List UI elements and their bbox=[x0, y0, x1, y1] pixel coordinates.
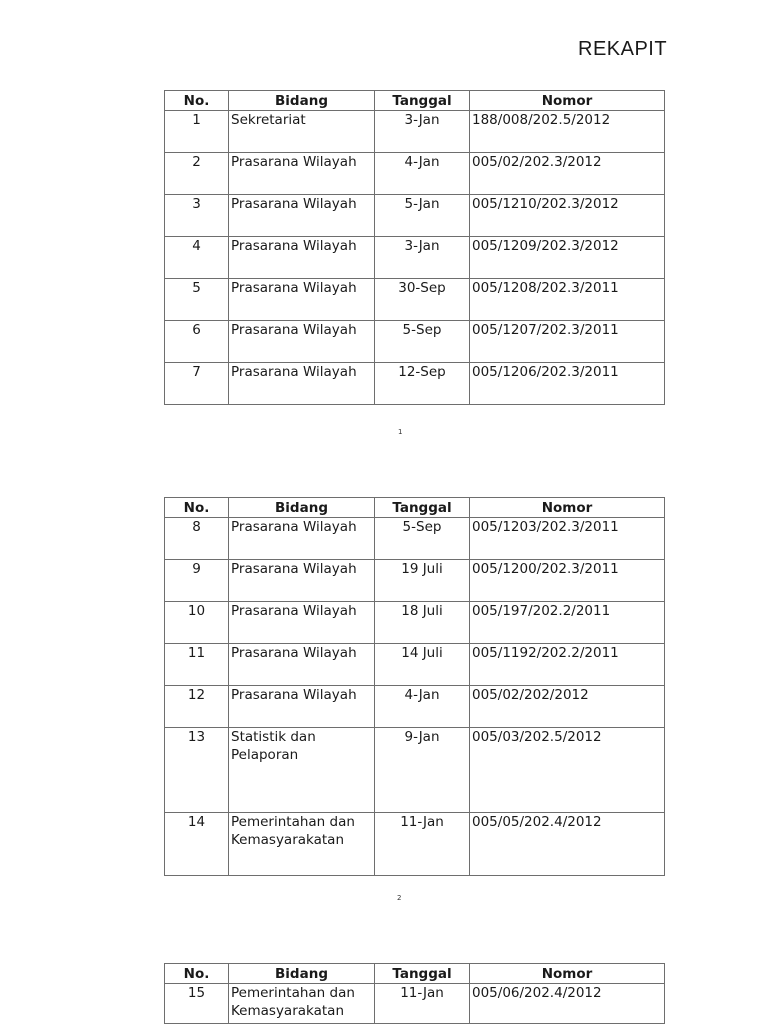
cell-no: 1 bbox=[165, 111, 229, 153]
cell-no: 14 bbox=[165, 813, 229, 876]
cell-nomor: 005/1203/202.3/2011 bbox=[470, 518, 665, 560]
cell-bidang: Prasarana Wilayah bbox=[229, 518, 375, 560]
cell-nomor: 188/008/202.5/2012 bbox=[470, 111, 665, 153]
recap-table-1 bbox=[164, 90, 665, 405]
table-row bbox=[165, 644, 665, 686]
cell-no: 5 bbox=[165, 279, 229, 321]
table-row bbox=[165, 321, 665, 363]
header-bidang: Bidang bbox=[229, 498, 375, 518]
cell-tanggal: 5-Sep bbox=[375, 321, 470, 363]
page-number: 2 bbox=[397, 894, 402, 902]
cell-tanggal: 3-Jan bbox=[375, 237, 470, 279]
cell-nomor: 005/1209/202.3/2012 bbox=[470, 237, 665, 279]
cell-bidang: Pemerintahan dan Kemasyarakatan bbox=[229, 984, 375, 1024]
cell-tanggal: 18 Juli bbox=[375, 602, 470, 644]
table-row bbox=[165, 195, 665, 237]
document-title: REKAPIT bbox=[578, 38, 668, 60]
cell-tanggal: 3-Jan bbox=[375, 111, 470, 153]
cell-bidang: Prasarana Wilayah bbox=[229, 237, 375, 279]
cell-bidang: Prasarana Wilayah bbox=[229, 279, 375, 321]
cell-bidang: Prasarana Wilayah bbox=[229, 321, 375, 363]
cell-no: 9 bbox=[165, 560, 229, 602]
table-row bbox=[165, 813, 665, 876]
table-row bbox=[165, 111, 665, 153]
cell-tanggal: 19 Juli bbox=[375, 560, 470, 602]
header-nomor: Nomor bbox=[470, 498, 665, 518]
table-row bbox=[165, 686, 665, 728]
cell-nomor: 005/06/202.4/2012 bbox=[470, 984, 665, 1024]
table-row bbox=[165, 363, 665, 405]
cell-bidang: Prasarana Wilayah bbox=[229, 195, 375, 237]
table-row bbox=[165, 602, 665, 644]
table-row bbox=[165, 984, 665, 1024]
cell-tanggal: 5-Jan bbox=[375, 195, 470, 237]
cell-tanggal: 4-Jan bbox=[375, 153, 470, 195]
cell-no: 3 bbox=[165, 195, 229, 237]
table-row bbox=[165, 560, 665, 602]
table-header-row bbox=[165, 964, 665, 984]
table-row bbox=[165, 153, 665, 195]
cell-no: 2 bbox=[165, 153, 229, 195]
cell-tanggal: 11-Jan bbox=[375, 813, 470, 876]
cell-no: 11 bbox=[165, 644, 229, 686]
header-nomor: Nomor bbox=[470, 964, 665, 984]
cell-tanggal: 5-Sep bbox=[375, 518, 470, 560]
header-tanggal: Tanggal bbox=[375, 964, 470, 984]
cell-tanggal: 9-Jan bbox=[375, 728, 470, 813]
cell-nomor: 005/02/202/2012 bbox=[470, 686, 665, 728]
cell-no: 4 bbox=[165, 237, 229, 279]
header-nomor: Nomor bbox=[470, 91, 665, 111]
header-no: No. bbox=[165, 498, 229, 518]
cell-nomor: 005/1208/202.3/2011 bbox=[470, 279, 665, 321]
cell-no: 15 bbox=[165, 984, 229, 1024]
header-bidang: Bidang bbox=[229, 964, 375, 984]
cell-nomor: 005/1206/202.3/2011 bbox=[470, 363, 665, 405]
cell-nomor: 005/1192/202.2/2011 bbox=[470, 644, 665, 686]
cell-bidang: Sekretariat bbox=[229, 111, 375, 153]
cell-nomor: 005/05/202.4/2012 bbox=[470, 813, 665, 876]
cell-nomor: 005/197/202.2/2011 bbox=[470, 602, 665, 644]
recap-table-2 bbox=[164, 497, 665, 876]
cell-tanggal: 30-Sep bbox=[375, 279, 470, 321]
cell-bidang: Statistik dan Pelaporan bbox=[229, 728, 375, 813]
recap-table-3 bbox=[164, 963, 665, 1024]
table-row bbox=[165, 518, 665, 560]
cell-tanggal: 11-Jan bbox=[375, 984, 470, 1024]
cell-nomor: 005/1200/202.3/2011 bbox=[470, 560, 665, 602]
table-row bbox=[165, 237, 665, 279]
cell-bidang: Pemerintahan dan Kemasyarakatan bbox=[229, 813, 375, 876]
page-number: 1 bbox=[398, 428, 403, 436]
cell-nomor: 005/1210/202.3/2012 bbox=[470, 195, 665, 237]
header-bidang: Bidang bbox=[229, 91, 375, 111]
cell-bidang: Prasarana Wilayah bbox=[229, 363, 375, 405]
cell-bidang: Prasarana Wilayah bbox=[229, 644, 375, 686]
header-no: No. bbox=[165, 91, 229, 111]
cell-nomor: 005/03/202.5/2012 bbox=[470, 728, 665, 813]
cell-tanggal: 14 Juli bbox=[375, 644, 470, 686]
table-row bbox=[165, 728, 665, 813]
header-tanggal: Tanggal bbox=[375, 91, 470, 111]
cell-no: 13 bbox=[165, 728, 229, 813]
cell-no: 6 bbox=[165, 321, 229, 363]
table-row bbox=[165, 279, 665, 321]
cell-bidang: Prasarana Wilayah bbox=[229, 686, 375, 728]
table-header-row bbox=[165, 91, 665, 111]
header-tanggal: Tanggal bbox=[375, 498, 470, 518]
table-header-row bbox=[165, 498, 665, 518]
cell-nomor: 005/02/202.3/2012 bbox=[470, 153, 665, 195]
cell-tanggal: 12-Sep bbox=[375, 363, 470, 405]
cell-tanggal: 4-Jan bbox=[375, 686, 470, 728]
cell-bidang: Prasarana Wilayah bbox=[229, 560, 375, 602]
header-no: No. bbox=[165, 964, 229, 984]
cell-bidang: Prasarana Wilayah bbox=[229, 602, 375, 644]
cell-no: 7 bbox=[165, 363, 229, 405]
cell-no: 10 bbox=[165, 602, 229, 644]
cell-bidang: Prasarana Wilayah bbox=[229, 153, 375, 195]
cell-nomor: 005/1207/202.3/2011 bbox=[470, 321, 665, 363]
cell-no: 12 bbox=[165, 686, 229, 728]
cell-no: 8 bbox=[165, 518, 229, 560]
